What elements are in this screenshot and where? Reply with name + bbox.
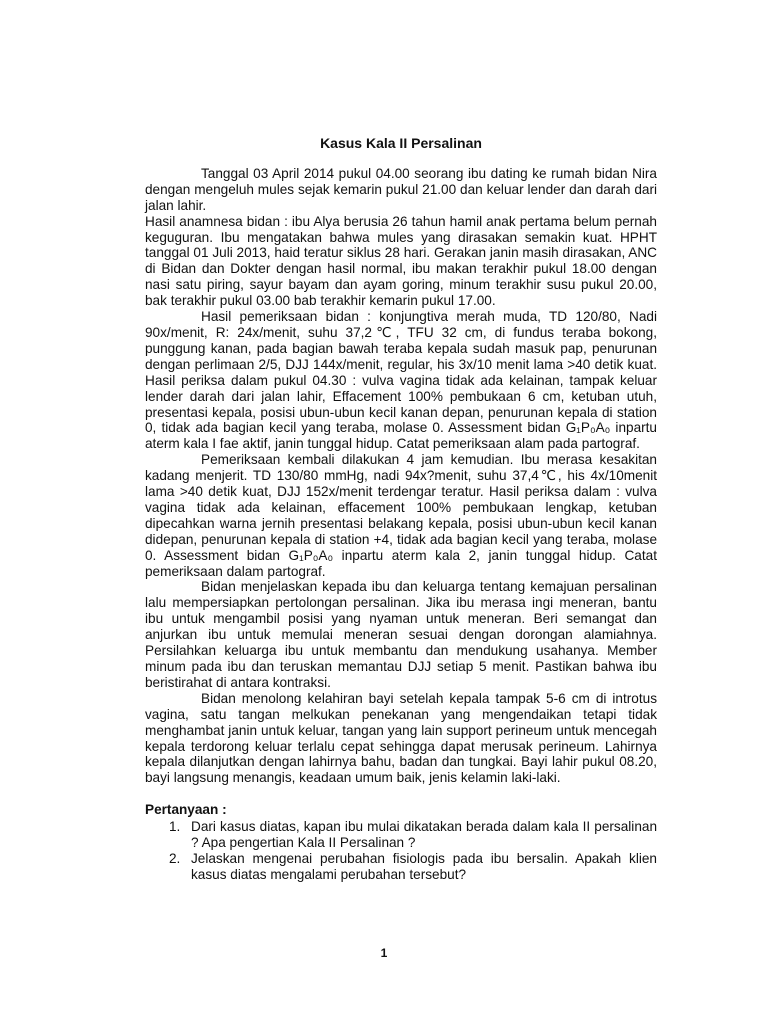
- question-number: 2.: [169, 850, 181, 866]
- paragraph-pemeriksaan: Hasil pemeriksaan bidan : konjungtiva merah muda, TD 120/80, Nadi 90x/menit, R: 24x/menit, suhu 37,2℃, TFU 32 cm, di fundus teraba bokong, punggung kanan, pada bagian bawah teraba kepala sudah masuk pap, penurunan dengan perlimaan 2/5, DJJ 144x/menit, regular, his 3x/10 menit lama >40 detik kuat. Hasil periksa dalam pukul 04.30 : vulva vagina tidak ada kelainan, tampak keluar lender darah dari jalan lahir, Effacement 100% pembukaan 6 cm, ketuban utuh, presentasi kepala, posisi ubun-ubun kecil kanan depan, penurunan kepala di station 0, tidak ada bagian kecil yang teraba, molase 0. Assessment bidan G₁P₀A₀ inpartu aterm kala I fae aktif, janin tunggal hidup. Catat pemeriksaan alam pada partograf.: [145, 309, 657, 452]
- question-item: [169, 850, 657, 883]
- question-text: Jelaskan mengenai perubahan fisiologis pada ibu bersalin. Apakah klien kasus diatas mengalami perubahan tersebut?: [191, 850, 657, 882]
- paragraph-intro: Tanggal 03 April 2014 pukul 04.00 seorang ibu dating ke rumah bidan Nira dengan mengeluh mules sejak kemarin pukul 21.00 dan keluar lender dan darah dari jalan lahir.: [145, 165, 657, 213]
- document-body: [145, 136, 657, 883]
- paragraph-penjelasan-bidan: Bidan menjelaskan kepada ibu dan keluarga tentang kemajuan persalinan lalu mempersiapkan pertolongan persalinan. Jika ibu merasa ingi meneran, bantu ibu untuk mengambil posisi yang nyaman untuk meneran. Beri semangat dan anjurkan ibu untuk memulai meneran sesuai dengan dorongan alamiahnya. Persilahkan keluarga ibu untuk membantu dan mendukung usahanya. Member minum pada ibu dan teruskan memantau DJJ setiap 5 menit. Pastikan bahwa ibu beristirahat di antara kontraksi.: [145, 579, 657, 690]
- questions-heading: Pertanyaan :: [145, 802, 227, 818]
- document-title: Kasus Kala II Persalinan: [320, 135, 482, 151]
- question-text: Dari kasus diatas, kapan ibu mulai dikatakan berada dalam kala II persalinan ? Apa pengertian Kala II Persalinan ?: [191, 819, 657, 851]
- page-number: 1: [380, 946, 388, 960]
- questions-list: [145, 819, 657, 883]
- paragraph-anamnesa: Hasil anamnesa bidan : ibu Alya berusia 26 tahun hamil anak pertama belum pernah keguguran. Ibu mengatakan bahwa mules yang dirasakan semakin kuat. HPHT tanggal 01 Juli 2013, haid teratur siklus 28 hari. Gerakan janin masih dirasakan, ANC di Bidan dan Dokter dengan hasil normal, ibu makan terakhir pukul 18.00 dengan nasi satu piring, sayur bayam dan ayam goring, minum terakhir susu pukul 20.00, bak terakhir pukul 03.00 bab terakhir kemarin pukul 17.00.: [145, 213, 657, 309]
- paragraph-pemeriksaan-kembali: Pemeriksaan kembali dilakukan 4 jam kemudian. Ibu merasa kesakitan kadang menjerit. TD 130/80 mmHg, nadi 94x?menit, suhu 37,4℃, his 4x/10menit lama >40 detik kuat, DJJ 152x/menit terdengar teratur. Hasil periksa dalam : vulva vagina tidak ada kelainan, effacement 100% pembukaan lengkap, ketuban dipecahkan warna jernih presentasi belakang kepala, posisi ubun-ubun kecil kanan didepan, penurunan kepala di station +4, tidak ada bagian kecil yang teraba, molase 0. Assessment bidan G₁P₀A₀ inpartu aterm kala 2, janin tunggal hidup. Catat pemeriksaan dalam partograf.: [145, 452, 657, 579]
- question-item: [169, 819, 657, 851]
- paragraph-kelahiran: Bidan menolong kelahiran bayi setelah kepala tampak 5-6 cm di introtus vagina, satu tangan melkukan penekanan yang mengendaikan tetapi tidak menghambat janin untuk keluar, tangan yang lain support perineum untuk mencegah kepala terdorong keluar terlalu cepat sehingga dapat merusak perineum. Lahirnya kepala dilanjutkan dengan lahirnya bahu, badan dan tungkai. Bayi lahir pukul 08.20, bayi langsung menangis, keadaan umum baik, jenis kelamin laki-laki.: [145, 690, 657, 786]
- question-number: 1.: [169, 819, 181, 835]
